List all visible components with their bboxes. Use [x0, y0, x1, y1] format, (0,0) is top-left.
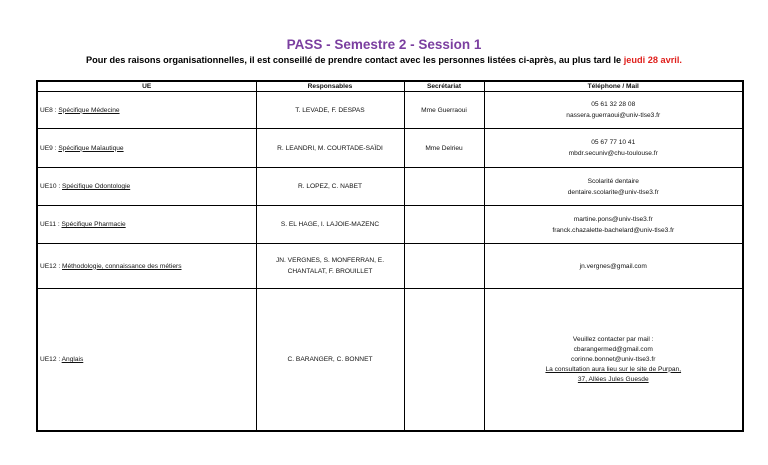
responsables-line: JN. VERGNES, S. MONFERRAN, E. [275, 257, 385, 264]
email-link[interactable]: nassera.guerraoui@univ-tlse3.fr [566, 112, 661, 119]
ue-name: Spécifique Odontologie [62, 183, 131, 190]
responsables-cell [256, 168, 404, 206]
table-row [37, 92, 743, 129]
email-link[interactable]: franck.chazalette-bachelard@univ-tlse3.fr [552, 226, 675, 234]
responsables-cell [256, 206, 404, 244]
ue-code: UE11 : [40, 221, 60, 228]
ue-code: UE9 : [40, 144, 57, 152]
contact-cell [484, 129, 743, 168]
ue-code: UE8 : [40, 106, 57, 114]
ue-cell [37, 129, 256, 168]
column-header-responsables: Responsables [256, 81, 404, 92]
contact-cell [484, 92, 743, 129]
email-link[interactable]: dentaire.scolarite@univ-tlse3.fr [567, 188, 659, 196]
ue-cell [37, 289, 256, 432]
secretariat-cell [404, 244, 484, 289]
responsables-line: S. EL HAGE, I. LAJOIE-MAZENC [280, 221, 380, 228]
ue-code: UE12 : [40, 356, 61, 363]
secretariat-cell: Mme Delrieu [404, 129, 484, 168]
table-row [37, 168, 743, 206]
deadline-text: jeudi 28 avril. [623, 55, 682, 65]
contacts-table [36, 80, 744, 432]
secretariat-cell: Mme Guerraoui [404, 92, 484, 129]
table-row [37, 129, 743, 168]
page-subtitle [0, 55, 768, 65]
responsables-cell [256, 129, 404, 168]
contact-cell [484, 168, 743, 206]
email-link[interactable]: corinne.bonnet@univ-tlse3.fr [571, 355, 656, 363]
ue-name: Spécifique Pharmacie [61, 221, 126, 228]
responsables-line: CHANTALAT, F. BROUILLET [287, 268, 373, 275]
service-text: Scolarité dentaire [587, 177, 639, 185]
secretariat-cell [404, 289, 484, 432]
location-note: La consultation aura lieu sur le site de Purpan, [545, 365, 682, 373]
responsables-line: C. BARANGER, C. BONNET [287, 356, 373, 363]
ue-code: UE10 : [40, 183, 61, 190]
column-header-ue: UE [37, 81, 256, 92]
responsables-line: R. LEANDRI, M. COURTADE-SAÏDI [277, 144, 383, 152]
table-row [37, 289, 743, 432]
contact-cell [484, 244, 743, 289]
contact-instruction: Veuillez contacter par mail : [572, 335, 654, 343]
subtitle-text: Pour des raisons organisationnelles, il est conseillé de prendre contact avec les personnes listées ci-après, au plus tard le [86, 55, 622, 65]
table-header-row [37, 81, 743, 92]
ue-cell [37, 244, 256, 289]
ue-cell [37, 206, 256, 244]
column-header-contact: Téléphone / Mail [484, 81, 743, 92]
ue-cell [37, 168, 256, 206]
email-link[interactable]: cbarangermed@gmail.com [573, 345, 653, 353]
ue-name: Anglais [61, 356, 84, 363]
table-row [37, 244, 743, 289]
ue-code: UE12 : [40, 262, 61, 270]
secretariat-cell [404, 206, 484, 244]
email-link[interactable]: jn.vergnes@gmail.com [579, 262, 647, 270]
ue-name: Méthodologie, connaissance des métiers [62, 262, 182, 270]
email-link[interactable]: mbdr.secuniv@chu-toulouse.fr [568, 150, 658, 157]
phone-text: 05 61 32 28 08 [591, 101, 636, 108]
responsables-cell [256, 289, 404, 432]
contact-cell [484, 289, 743, 432]
location-address: 37, Allées Jules Guesde [577, 375, 649, 383]
responsables-line: T. LEVADE, F. DESPAS [295, 106, 365, 114]
responsables-cell [256, 92, 404, 129]
contact-cell [484, 206, 743, 244]
phone-text: 05 67 77 10 41 [591, 139, 636, 146]
ue-cell [37, 92, 256, 129]
secretariat-cell [404, 168, 484, 206]
ue-name: Spécifique Maïautique [58, 144, 124, 152]
responsables-line: R. LOPEZ, C. NABET [297, 183, 363, 190]
column-header-secretariat: Secrétariat [404, 81, 484, 92]
ue-name: Spécifique Médecine [58, 106, 120, 114]
page-title: PASS - Semestre 2 - Session 1 [286, 37, 482, 52]
email-link[interactable]: martine.pons@univ-tlse3.fr [573, 215, 653, 223]
responsables-cell [256, 244, 404, 289]
table-row [37, 206, 743, 244]
